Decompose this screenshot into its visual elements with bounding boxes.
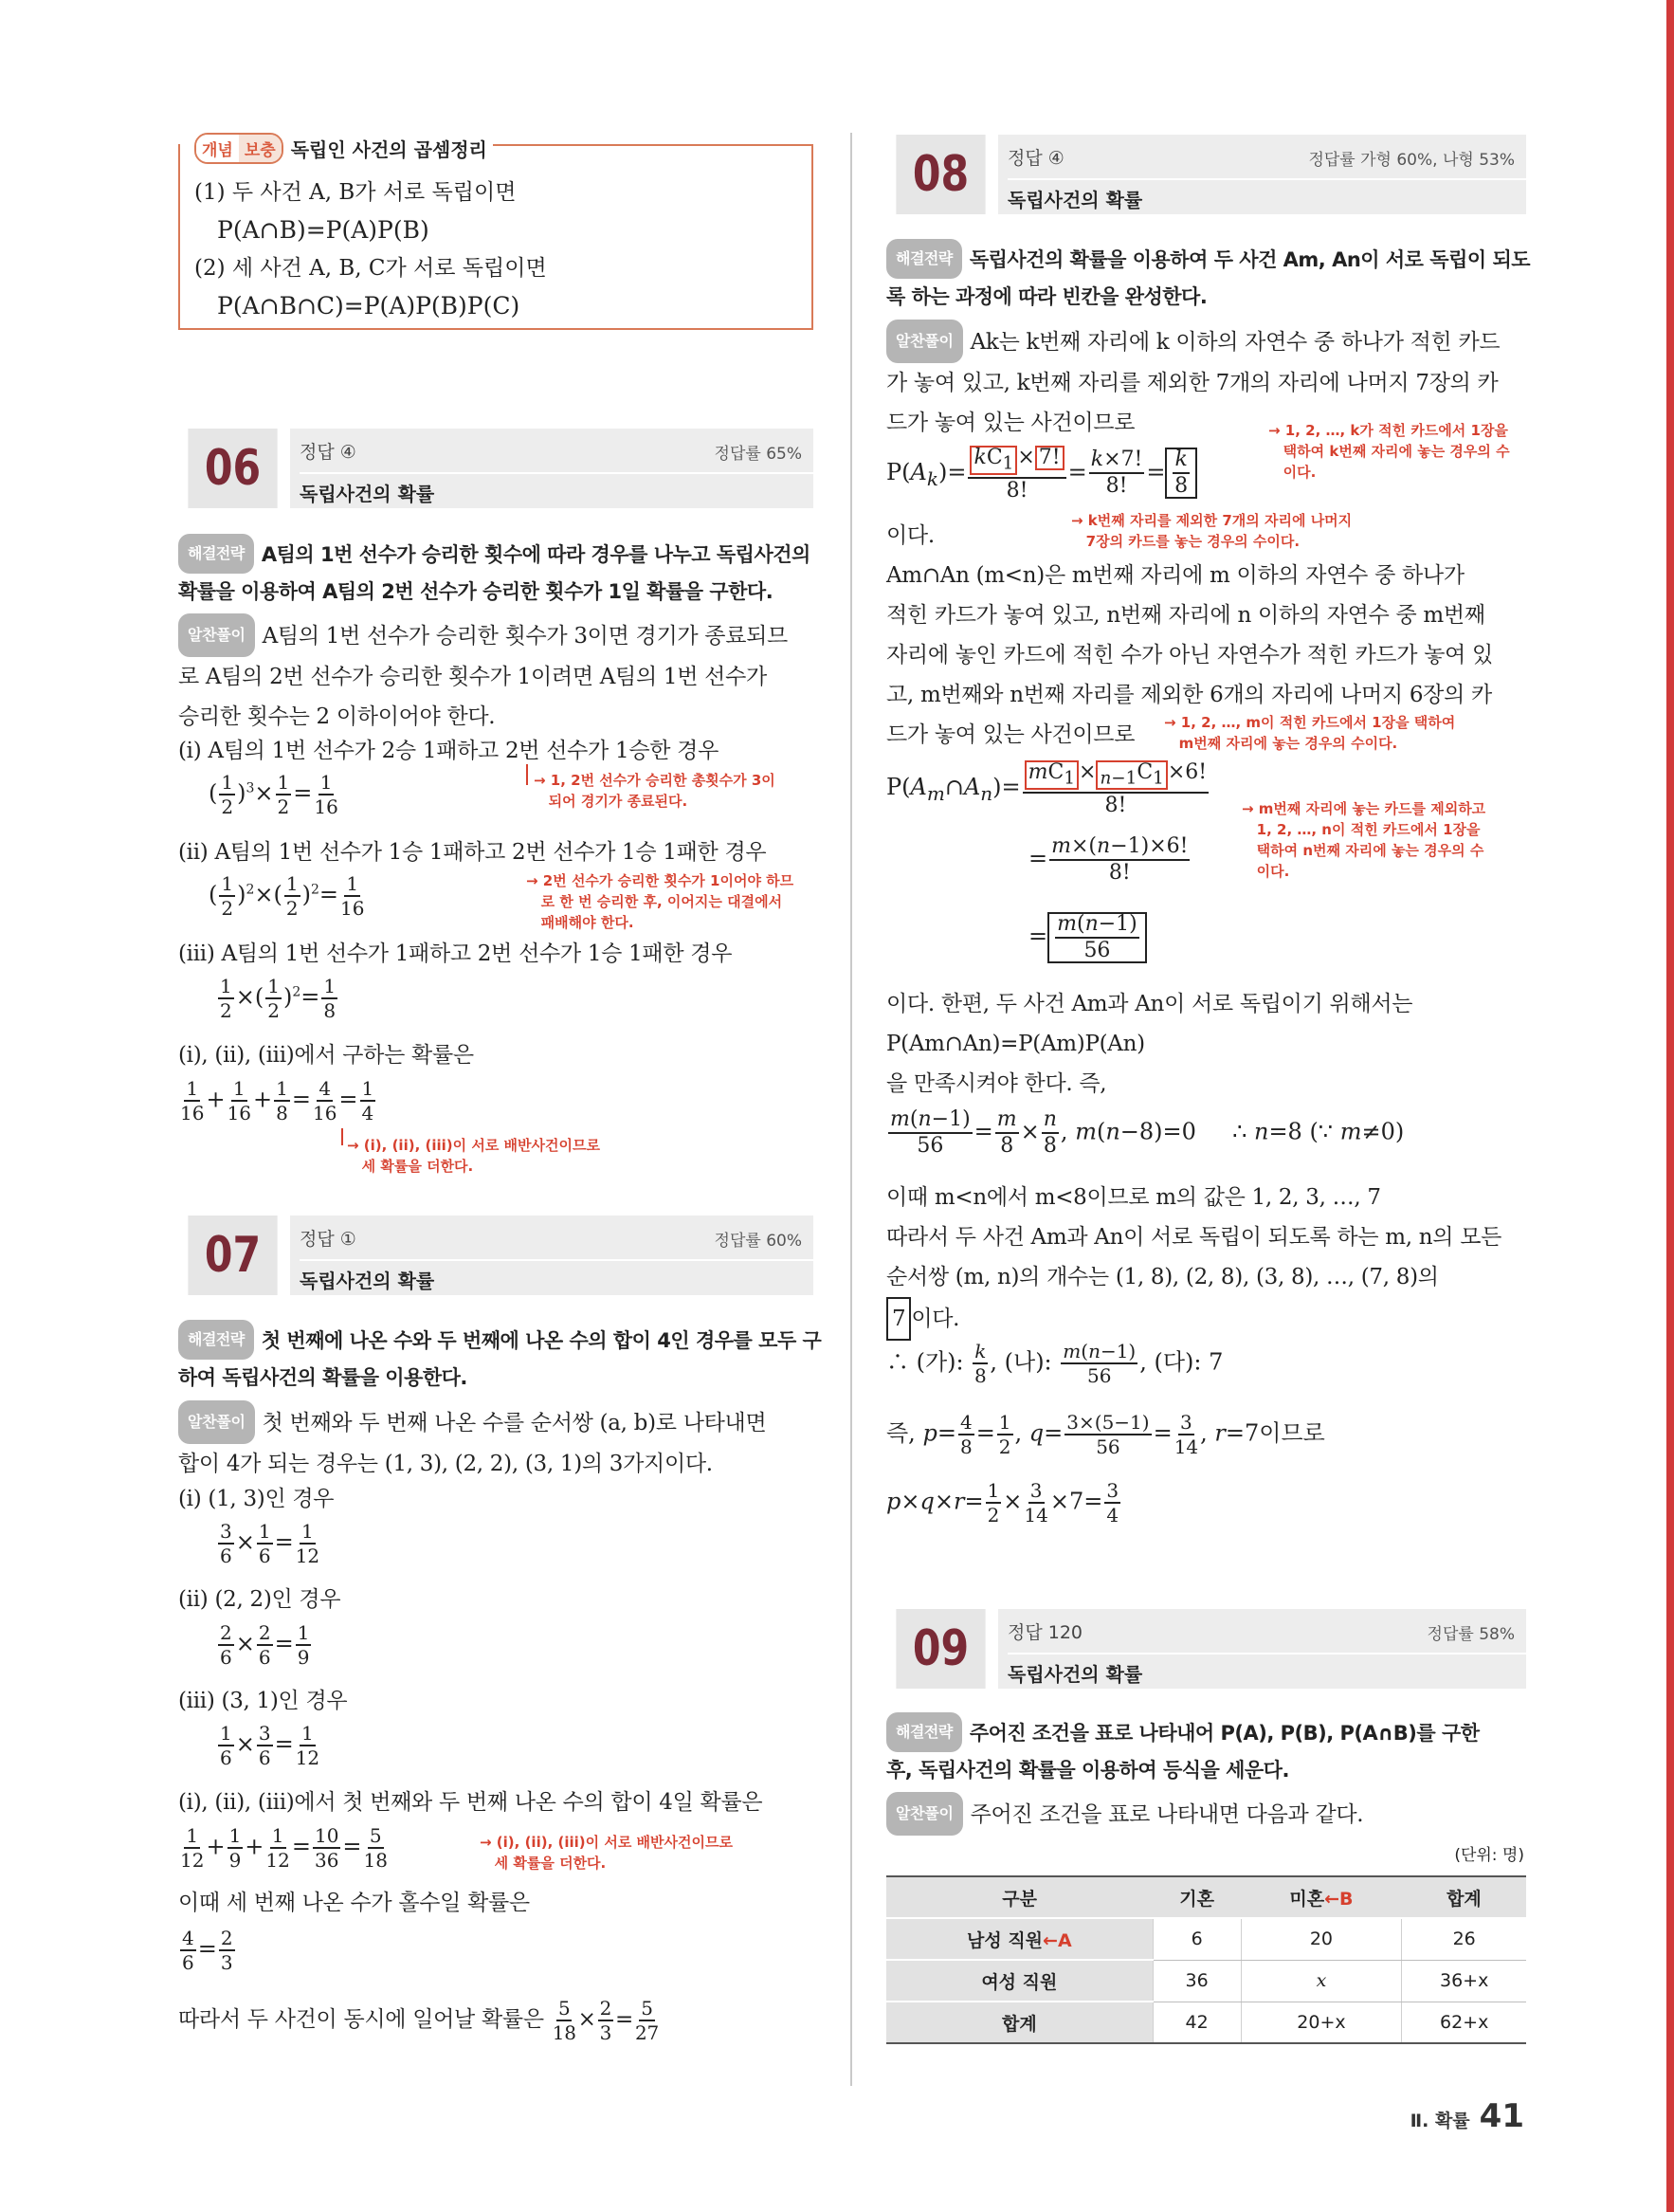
- q06-sum-expr: $\frac{1}{16}$ + $\frac{1}{16}$ + $\frac{1}{8}$ = $\frac{4}{16}$ = $\frac{1}{4}$: [180, 1077, 374, 1124]
- table-cell: 42: [1153, 2002, 1241, 2043]
- table-cell: 합계: [886, 2002, 1153, 2043]
- table-header-row: [886, 1876, 1526, 1918]
- q09-unit: (단위: 명): [1454, 1846, 1524, 1865]
- strategy-tag: 해결전략: [178, 534, 254, 574]
- q08-note-d: → m번째 자리에 놓는 카드를 제외하고 1, 2, …, n이 적힌 카드에서 1장을 택하여 n번째 자리에 놓는 경우의 수 이다.: [1242, 800, 1486, 880]
- q09-solution: 알찬풀이 주어진 조건을 표로 나타내면 다음과 같다.: [886, 1792, 1363, 1836]
- q06-solution: 알찬풀이 A팀의 1번 선수가 승리한 횟수가 3이면 경기가 종료되므 로 A팀의 2번 선수가 승리한 횟수가 1이려면 A팀의 1번 선수가 승리한 횟수는 2 이하이어야 한다.: [178, 613, 823, 737]
- table-cell: x: [1241, 1960, 1402, 2002]
- q08-note-a: → 1, 2, …, k가 적힌 카드에서 1장을 택하여 k번째 자리에 놓는 경우의 수 이다.: [1268, 422, 1510, 481]
- table-row: [886, 1960, 1526, 2002]
- solution-tag: 알찬풀이: [886, 320, 963, 363]
- table-cell: 20+x: [1241, 2002, 1402, 2043]
- q07-case-3: (iii) (3, 1)인 경우: [178, 1689, 348, 1713]
- q06-note-1: → 1, 2번 선수가 승리한 총횟수가 3이 되어 경기가 종료된다.: [534, 772, 775, 810]
- q06-number: 06: [188, 429, 277, 508]
- q09-answer: 정답 120: [1008, 1622, 1083, 1643]
- q09-header: [886, 1609, 1526, 1689]
- q06-strategy: 해결전략 A팀의 1번 선수가 승리한 횟수에 따라 경우를 나누고 독립사건의 확률을 이용하여 A팀의 2번 선수가 승리한 횟수가 1일 확률을 구한다.: [178, 534, 823, 610]
- q09-number: 09: [896, 1609, 985, 1689]
- q06-answer: 정답 ④: [300, 442, 356, 463]
- q07-rate: 정답률 60%: [714, 1232, 802, 1251]
- table-header: 합계: [1402, 1876, 1526, 1918]
- q07-header: [178, 1216, 813, 1295]
- concept-line-3: (2) 세 사건 A, B, C가 서로 독립이면: [194, 256, 547, 281]
- strategy-tag: 해결전략: [178, 1320, 254, 1360]
- q08-independence: 이다. 한편, 두 사건 Am과 An이 서로 독립이기 위해서는 P(Am∩An)=P(Am)P(An) 을 만족시켜야 한다. 즉,: [886, 992, 1413, 1096]
- q08-pamn-step3: = $\frac{m(n-1)}{56}$: [1028, 912, 1147, 963]
- table-cell: 62+x: [1402, 2002, 1526, 2043]
- q08-blanks: ∴ (가): $\frac{k}{8}$ , (나): $\frac{m(n-1)}{56}$ , (다): 7: [886, 1340, 1224, 1387]
- q08-note-c: → 1, 2, …, m이 적힌 카드에서 1장을 택하여 m번째 자리에 놓는 경우의 수이다.: [1164, 714, 1456, 752]
- q06-topic: 독립사건의 확률: [300, 472, 813, 508]
- q06-rate: 정답률 65%: [714, 445, 802, 464]
- q07-number: 07: [188, 1216, 277, 1295]
- table-cell: 36+x: [1402, 1960, 1526, 2002]
- q08-ida: 이다.: [886, 523, 935, 548]
- q07-case-3-expr: $\frac{1}{6}$ × $\frac{3}{6}$ = $\frac{1}{12}$: [220, 1722, 320, 1769]
- q08-equation: $\frac{m(n-1)}{56}$ = $\frac{m}{8}$ × $\frac{n}{8}$ , m(n−8)=0 ∴ n=8 (∵ m≠0): [890, 1107, 1405, 1158]
- q08-pqr: 즉, p= $\frac{4}{8}$ = $\frac{1}{2}$ , q= $\frac{3\times(5-1)}{56}$ = $\frac{3}{14}$ , r=7이므로: [886, 1411, 1325, 1458]
- q08-header: [886, 135, 1526, 214]
- q08-paragraph: Am∩An (m<n)은 m번째 자리에 m 이하의 자연수 중 하나가 적힌 카드가 놓여 있고, n번째 자리에 n 이하의 자연수 중 m번째 자리에 놓인 카드에 적힌 수가 아닌 자연수가 적힌 카드가 놓여 있 고, m번째와 n번째 자리를 제외한 6개의 자리에 나머지 6장의 카 드가 놓여 있는 사건이므로: [886, 563, 1493, 747]
- q08-rate: 정답률 가형 60%, 나형 53%: [1308, 151, 1515, 170]
- q09-rate: 정답률 58%: [1427, 1625, 1515, 1644]
- q08-pamn-expr: $P(A_m\cap A_n)=$ $\frac{mC_1 \times _{n-1}C_1 \times 6!}{8!}$: [886, 760, 1208, 817]
- q08-product: p×q×r= $\frac{1}{2}$ × $\frac{3}{14}$ ×7= $\frac{3}{4}$: [886, 1479, 1119, 1526]
- q08-number: 08: [896, 135, 985, 214]
- concept-content: [194, 174, 547, 325]
- concept-badge: 개념 보충: [194, 133, 283, 164]
- q06-case-2: (ii) A팀의 1번 선수가 1승 1패하고 2번 선수가 1승 1패한 경우: [178, 840, 767, 865]
- q06-note-2: → 2번 선수가 승리한 횟수가 1이어야 하므 로 한 번 승리한 후, 이어지는 대결에서 패배해야 한다.: [526, 872, 794, 931]
- q07-note: → (i), (ii), (iii)이 서로 배반사건이므로 세 확률을 더한다.: [480, 1834, 733, 1872]
- table-cell: 여성 직원: [886, 1960, 1153, 2002]
- solution-tag: 알찬풀이: [178, 1400, 255, 1444]
- q08-solution: 알찬풀이 Ak는 k번째 자리에 k 이하의 자연수 중 하나가 적힌 카드 가 놓여 있고, k번째 자리를 제외한 7개의 자리에 나머지 7장의 카 드가 놓여 있는 사건이므로: [886, 320, 1536, 443]
- table-cell: 36: [1153, 1960, 1241, 2002]
- table-row: [886, 1918, 1526, 1960]
- q08-strategy: 해결전략 독립사건의 확률을 이용하여 두 사건 Am, An이 서로 독립이 되도 록 하는 과정에 따라 빈칸을 완성한다.: [886, 239, 1531, 315]
- concept-line-2: P(A∩B)=P(A)P(B): [217, 216, 429, 244]
- table-cell: 남성 직원←A: [886, 1918, 1153, 1960]
- solution-tag: 알찬풀이: [886, 1792, 963, 1836]
- table-cell: 6: [1153, 1918, 1241, 1960]
- q07-strategy: 해결전략 첫 번째에 나온 수와 두 번째에 나온 수의 합이 4인 경우를 모두 구 하여 독립사건의 확률을 이용한다.: [178, 1320, 823, 1396]
- table-header: 구분: [886, 1876, 1153, 1918]
- table-header: 미혼←B: [1241, 1876, 1402, 1918]
- q08-note-b: → k번째 자리를 제외한 7개의 자리에 나머지 7장의 카드를 놓는 경우의 수이다.: [1071, 512, 1353, 550]
- q06-sum-intro: (i), (ii), (iii)에서 구하는 확률은: [178, 1043, 474, 1068]
- q09-table: [886, 1875, 1526, 2044]
- concept-title: 독립인 사건의 곱셈정리: [290, 138, 487, 161]
- q09-strategy: 해결전략 주어진 조건을 표로 나타내어 P(A), P(B), P(A∩B)를 구한 후, 독립사건의 확률을 이용하여 등식을 세운다.: [886, 1712, 1536, 1788]
- concept-line-4: P(A∩B∩C)=P(A)P(B)P(C): [217, 292, 520, 320]
- table-row: [886, 2002, 1526, 2043]
- q07-final: 따라서 두 사건이 동시에 일어날 확률은 $\frac{5}{18}$ × $\frac{2}{3}$ = $\frac{5}{27}$: [178, 1997, 659, 2044]
- q06-header: [178, 429, 813, 508]
- section-label: Ⅱ. 확률: [1410, 2111, 1470, 2131]
- q07-case-2: (ii) (2, 2)인 경우: [178, 1587, 341, 1612]
- q06-case-1-expr: ( $\frac{1}{2}$ )$^3$× $\frac{1}{2}$ = $\frac{1}{16}$: [209, 771, 338, 818]
- q07-solution: 알찬풀이 첫 번째와 두 번째 나온 수를 순서쌍 (a, b)로 나타내면 합이 4가 되는 경우는 (1, 3), (2, 2), (3, 1)의 3가지이다.: [178, 1400, 823, 1484]
- concept-header: [194, 133, 487, 164]
- q07-answer: 정답 ①: [300, 1229, 356, 1250]
- solution-tag: 알찬풀이: [178, 613, 255, 657]
- page-edge-bar: [1666, 0, 1674, 2212]
- q07-case-2-expr: $\frac{2}{6}$ × $\frac{2}{6}$ = $\frac{1}{9}$: [220, 1621, 310, 1669]
- q06-note-3: → (i), (ii), (iii)이 서로 배반사건이므로 세 확률을 더한다.: [347, 1137, 600, 1175]
- q07-sum-intro: (i), (ii), (iii)에서 첫 번째와 두 번째 나온 수의 합이 4일 확률은: [178, 1790, 763, 1815]
- table-header: 기혼: [1153, 1876, 1241, 1918]
- q08-pak-expr: $P(A_k)=$ $\frac{kC_1 \times 7!}{8!}$ = $\frac{k\times 7!}{8!}$ = $\frac{k}{8}$: [886, 446, 1197, 502]
- table-cell: 20: [1241, 1918, 1402, 1960]
- q07-topic: 독립사건의 확률: [300, 1259, 813, 1295]
- q07-case-1-expr: $\frac{3}{6}$ × $\frac{1}{6}$ = $\frac{1}{12}$: [220, 1520, 320, 1567]
- q08-pamn-step2: = $\frac{m\times(n-1)\times 6!}{8!}$: [1028, 834, 1189, 885]
- table-cell: 26: [1402, 1918, 1526, 1960]
- q07-odd-intro: 이때 세 번째 나온 수가 홀수일 확률은: [178, 1891, 530, 1915]
- q07-odd-expr: $\frac{4}{6}$ = $\frac{2}{3}$: [182, 1927, 233, 1974]
- column-divider: [850, 133, 852, 2086]
- page-footer: [1410, 2097, 1524, 2135]
- q08-answer: 정답 ④: [1008, 148, 1064, 169]
- strategy-tag: 해결전략: [886, 239, 962, 279]
- q06-case-1: (i) A팀의 1번 선수가 2승 1패하고 2번 선수가 1승한 경우: [178, 739, 719, 763]
- q06-case-2-expr: ( $\frac{1}{2}$ )$^2$×( $\frac{1}{2}$ )$^2$= $\frac{1}{16}$: [209, 872, 365, 920]
- q09-topic: 독립사건의 확률: [1008, 1653, 1526, 1689]
- concept-line-1: (1) 두 사건 A, B가 서로 독립이면: [194, 180, 517, 205]
- q08-topic: 독립사건의 확률: [1008, 178, 1526, 214]
- q07-sum-expr: $\frac{1}{12}$ + $\frac{1}{9}$ + $\frac{1}{12}$ = $\frac{10}{36}$ = $\frac{5}{18}$: [180, 1824, 388, 1872]
- q07-case-1: (i) (1, 3)인 경우: [178, 1487, 335, 1511]
- q06-case-3-expr: $\frac{1}{2}$ ×( $\frac{1}{2}$ )$^2$= $\frac{1}{8}$: [220, 975, 337, 1022]
- q08-count: 이때 m<n에서 m<8이므로 m의 값은 1, 2, 3, …, 7 따라서 두 사건 Am과 An이 서로 독립이 되도록 하는 m, n의 모든 순서쌍 (m, n)의 개수는 (1, 8), (2, 8), (3, 8), …, (7, 8)의 7 이다.: [886, 1178, 1536, 1341]
- page-number: 41: [1479, 2097, 1524, 2135]
- strategy-tag: 해결전략: [886, 1712, 962, 1752]
- q06-case-3: (iii) A팀의 1번 선수가 1패하고 2번 선수가 1승 1패한 경우: [178, 941, 733, 966]
